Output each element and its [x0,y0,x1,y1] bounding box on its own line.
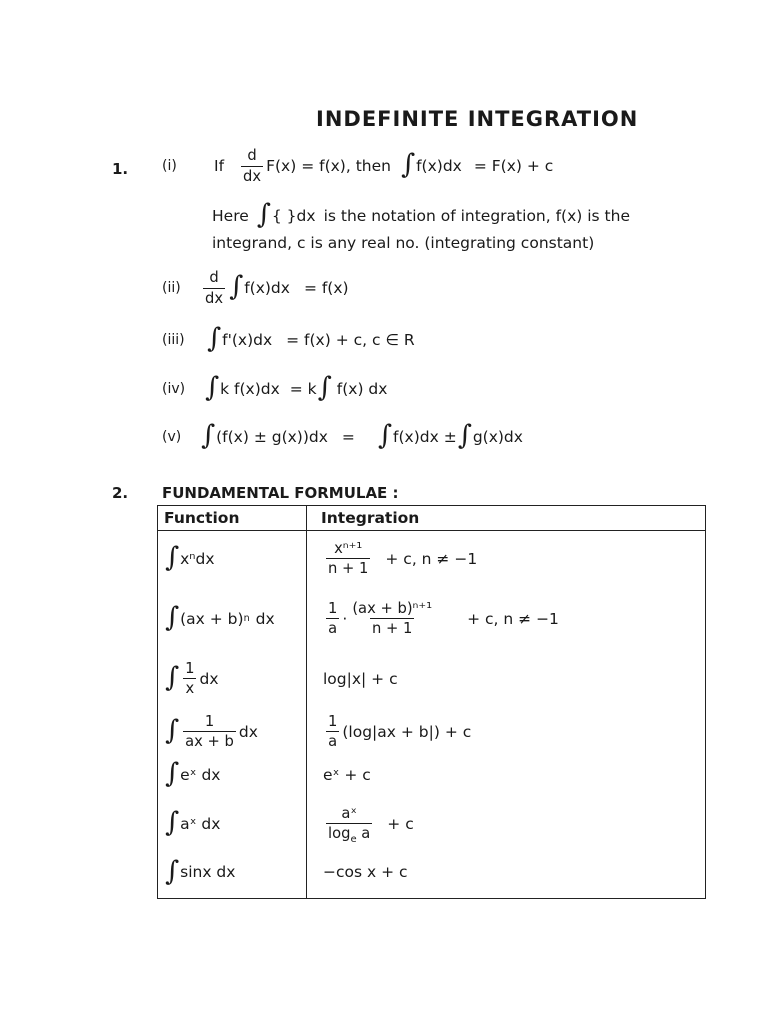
page-title: INDEFINITE INTEGRATION [316,107,639,131]
note-line-1 [212,199,630,231]
section-1-number: 1. [112,160,129,178]
formula-iii-rhs: = f(x) + c, c ∈ R [286,331,415,349]
table-row [158,587,706,651]
integration-cell [307,707,706,757]
integral-icon: ∫ [229,271,244,303]
d-numerator: d [247,147,257,165]
d-numerator: d [209,269,219,287]
formulae-table [157,505,706,899]
formula-v-label: (v) [162,429,182,445]
result-expr: eˣ + c [323,765,371,784]
log-text: log [328,825,351,842]
result-numerator: (ax + b)ⁿ⁺¹ [352,599,433,617]
formula-v-eq: = [341,428,355,446]
formula-iv-eq: = k [289,380,317,398]
integration-cell [307,855,706,899]
note-line-2: integrand, c is any real no. (integrating constant) [212,234,595,252]
formula-i [162,146,553,186]
dx-denominator: dx [205,289,224,307]
result-tail: + c, n ≠ −1 [385,549,478,568]
section-2-heading: FUNDAMENTAL FORMULAE : [162,484,399,502]
formula-iv [162,374,387,404]
function-cell [158,757,307,793]
function-numerator: 1 [204,712,215,730]
note-here: Here [212,207,249,225]
table-row [158,651,706,707]
function-dx: dx [199,669,219,688]
function-expr: eˣ dx [180,765,221,784]
function-cell [158,855,307,899]
result-tail: + c [387,814,414,833]
integral-icon: ∫ [165,757,180,789]
result-numerator: xⁿ⁺¹ [334,539,363,557]
function-cell [158,707,307,757]
formula-i-lhs: F(x) = f(x), then [266,157,391,175]
function-expr: aˣ dx [180,814,221,833]
integration-cell [307,651,706,707]
coef-denominator: a [328,620,338,637]
derivative-operator [203,270,225,306]
formula-ii [162,266,349,310]
coefficient-fraction [326,714,339,750]
column-header-function: Function [158,506,307,531]
log-arg: a [356,825,371,842]
formula-ii-integrand: f(x)dx [244,279,290,297]
formula-i-label: (i) [162,158,177,174]
integral-icon: ∫ [165,806,180,838]
function-cell: ∫ (ax + b) n dx [158,587,307,651]
formula-v [162,422,523,452]
integration-cell: $\frac{1}{a}$ · $\frac{\text{(ax + b)ⁿ⁺¹}}{n + 1}$ + c, n ≠ −1 [307,587,706,651]
formula-ii-rhs: = f(x) [303,279,349,297]
table-row [158,855,706,899]
function-cell [158,531,307,587]
integral-icon: ∫ [317,372,332,404]
formula-iv-label: (iv) [162,381,186,397]
formula-iv-rhs: f(x) dx [336,380,388,398]
result-expr: (log|ax + b|) + c [342,722,472,741]
table-row [158,531,706,587]
note-braces: { }dx [271,207,316,225]
formula-v-part2: g(x)dx [472,428,523,446]
result-numerator: aˣ [341,804,357,822]
if-word: If [214,157,225,175]
table-row [158,793,706,855]
result-denominator: n + 1 [372,620,413,637]
integration-cell [307,531,706,587]
result-denominator [326,823,372,845]
formula-v-part1: f(x)dx ± [393,428,457,446]
result-fraction [350,601,434,637]
log-base: e [350,833,357,845]
result-expr: −cos x + c [323,862,408,881]
integral-icon: ∫ [400,149,416,181]
function-denominator: ax + b [185,733,234,750]
integral-icon: ∫ [205,372,220,404]
formula-i-integrand: f(x)dx [416,157,462,175]
table-row [158,707,706,757]
function-cell [158,651,307,707]
formula-iii-integrand: f'(x)dx [222,331,273,349]
formula-v-integrand: (f(x) ± g(x))dx [216,428,328,446]
integral-icon: ∫ [457,420,472,452]
integral-icon: ∫ [165,855,180,887]
integration-cell [307,793,706,855]
function-dx: dx [255,609,275,628]
integral-icon: ∫ [377,420,393,452]
function-expr: (ax + b) [180,609,244,628]
function-denominator: x [185,680,195,697]
coefficient-fraction [326,601,339,637]
dx-denominator: dx [243,167,262,185]
column-header-integration: Integration [307,506,706,531]
formula-ii-label: (ii) [162,280,181,296]
result-expr: log|x| + c [323,669,398,688]
derivative-operator [241,148,263,184]
coef-denominator: a [328,733,338,750]
function-cell [158,793,307,855]
function-expr: sinx dx [180,863,236,882]
integral-icon: ∫ [165,714,180,746]
section-2-number: 2. [112,484,129,502]
integral-icon: ∫ [165,661,180,693]
function-fraction [183,661,196,697]
note-line-1-rest: is the notation of integration, f(x) is the [323,207,630,225]
integral-icon: ∫ [165,542,180,574]
coef-numerator: 1 [328,599,338,617]
function-expr: xⁿdx [180,549,215,568]
result-fraction [326,541,370,577]
integral-icon: ∫ [201,420,216,452]
integral-icon: ∫ [207,323,222,355]
coef-numerator: 1 [328,712,338,730]
function-dx: dx [238,722,258,741]
integral-icon: ∫ [165,601,180,633]
table-header-row [158,506,706,531]
integral-icon: ∫ [256,199,271,231]
formula-iv-integrand: k f(x)dx [220,380,280,398]
formula-iii-label: (iii) [162,332,185,348]
function-numerator: 1 [185,659,195,677]
table-row [158,757,706,793]
formula-iii [162,325,415,355]
result-denominator: n + 1 [328,560,369,578]
formula-i-rhs: = F(x) + c [473,157,554,175]
integration-cell [307,757,706,793]
result-fraction [326,804,372,845]
result-tail: + c, n ≠ −1 [467,609,559,628]
function-fraction [183,714,236,750]
